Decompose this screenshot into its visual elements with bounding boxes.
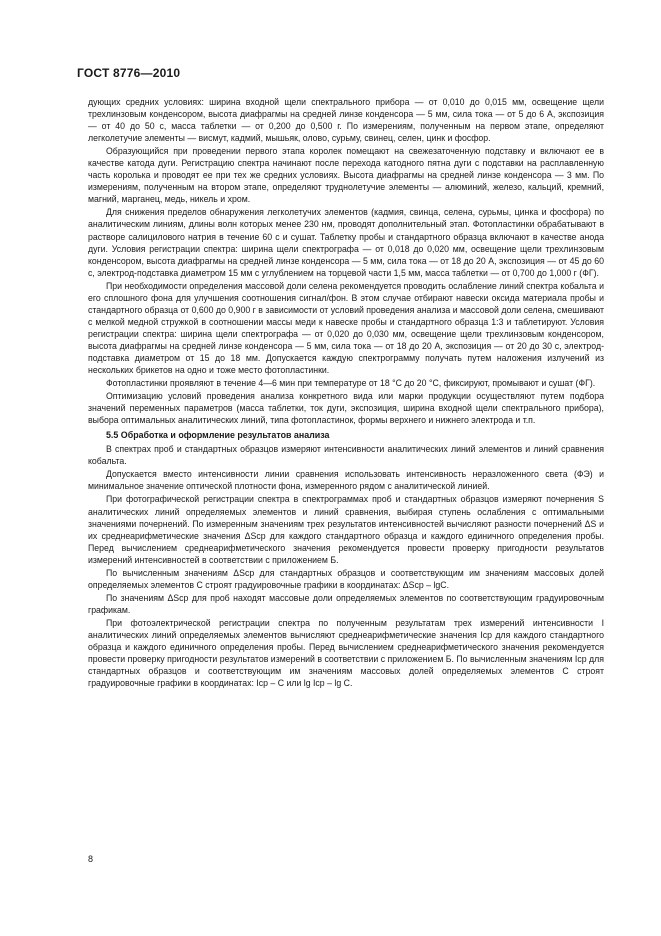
paragraph: При фотографической регистрации спектра в спектрограммах проб и стандартных образцов измеряют почернения S аналитических линий определяемых элементов и линий сравнения, выбирая ступень ослабления с оптимальными значениями почернений. По измеренным значениям трех результатов интенсивностей вычисляют разности почернений ΔS и их среднеарифметические значения ΔSср для каждого стандартного образца и каждого единичного определения пробы. Перед вычислением среднеарифметического значения рекомендуется провести проверку пригодности результатов измерений интенсивностей в соответствии с приложением Б. <box>88 494 604 565</box>
page-number: 8 <box>88 854 94 864</box>
paragraph: По значениям ΔSср для проб находят массовые доли определяемых элементов по соответствующим градуировочным графикам. <box>88 592 604 615</box>
document-body <box>88 96 604 690</box>
paragraph: Допускается вместо интенсивности линии сравнения использовать интенсивность неразложенного света (ФЭ) и минимальное значение оптической плотности фона, измеренного рядом с аналитической линией. <box>88 469 604 492</box>
paragraph: При фотоэлектрической регистрации спектра по полученным результатам трех измерений интенсивности I аналитических линий определяемых элементов вычисляют среднеарифметические значения Iср для каждого стандартного образца и каждого единичного определения пробы. Перед вычислением среднеарифметического значения рекомендуется провести проверку пригодности результатов измерений в соответствии с приложением Б. По вычисленным значениям Iср для стандартных образцов и соответствующим им значениям массовых долей определяемых элементов С строят градуировочные графики в координатах: Iср – С или lg Iср – lg C. <box>88 617 604 689</box>
paragraph: При необходимости определения массовой доли селена рекомендуется проводить ослабление линий спектра кобальта и его сплошного фона для улучшения соотношения сигнал/фон. В этом случае отбирают навески оксида материала пробы и стандартного образца от 0,600 до 0,900 г в зависимости от условий проведения анализа и массовой доли селена, смешивают с мелкой медной стружкой в соотношении массы меди к навеске пробы и стандартного образца 1:3 и таблетируют. Условия регистрации спектра: ширина щели спектрографа — от 0,020 до 0,030 мм, освещение щели трехлинзовым конденсором, высота диафрагмы на средней линзе конденсора — 5 мм, сила тока — от 18 до 20 А, экспозиция — от 20 до 30 с, электрод-подставка диаметром от 15 до 18 мм. Допускается каждую спектрограмму получать путем наложения излучений из нескольких брикетов на одно и тоже место фотопластинки. <box>88 280 605 376</box>
paragraph: дующих средних условиях: ширина входной щели спектрального прибора — от 0,010 до 0,015 мм, освещение щели трехлинзовым конденсором, высота диафрагмы на средней линзе конденсора — 5 мм, сила тока — от 5 до 6 А, экспозиция — от 40 до 50 с, масса таблетки — от 0,200 до 0,500 г. По измерениям, полученным на первом этапе, определяют легколетучие элементы — висмут, кадмий, мышьяк, олово, сурьму, свинец, селен, цинк и фосфор. <box>88 97 604 144</box>
standard-header: ГОСТ 8776—2010 <box>77 66 181 80</box>
paragraph: Фотопластинки проявляют в течение 4—6 мин при температуре от 18 °С до 20 °С, фиксируют, промывают и сушат (ФГ). <box>106 378 596 389</box>
paragraph: Образующийся при проведении первого этапа королек помещают на свежезаточенную подставку и включают ее в качестве катода дуги. Регистрацию спектра начинают после перехода катодного пятна дуги с подставки на расплавленную часть королька и проводят ее при тех же средних условиях. Высота диафрагмы на средней линзе конденсора — 3 мм. По измерениям, полученным на втором этапе, определяют труднолетучие элементы — алюминий, железо, кальций, кремний, магний, марганец, медь, никель и хром. <box>88 146 604 205</box>
paragraph: По вычисленным значениям ΔSср для стандартных образцов и соответствующим им значениям массовых долей определяемых элементов С строят градуировочные графики в координатах: ΔSср – lgC. <box>88 567 604 590</box>
paragraph: Для снижения пределов обнаружения легколетучих элементов (кадмия, свинца, селена, сурьмы, цинка и фосфора) по аналитическим линиям, длины волн которых менее 230 нм, проводят дополнительный этап. Фотопластинки обрабатывают в растворе салицилового натрия в течение 60 с и сушат. Таблетку пробы и стандартного образца включают в качестве анода дуги. Условия регистрации спектра: ширина щели спектрографа — от 0,018 до 0,020 мм, освещение щели трехлинзовым конденсором, высота диафрагмы на средней линзе конденсора — 5 мм, сила тока — от 18 до 20 А, экспозиция — от 45 до 60 с, электрод-подставка диаметром 15 мм с углублением на торцевой части 1,5 мм, масса таблетки — от 0,700 до 1,000 г (ФГ). <box>88 207 604 278</box>
section-heading: 5.5 Обработка и оформление результатов анализа <box>106 430 330 441</box>
paragraph: В спектрах проб и стандартных образцов измеряют интенсивности аналитических линий элементов и линий сравнения кобальта. <box>88 444 604 467</box>
paragraph: Оптимизацию условий проведения анализа конкретного вида или марки продукции осуществляют путем подбора значений переменных параметров (масса таблетки, ток дуги, экспозиция, ширина входной щели спектрального прибора), выбора оптимальных аналитических линий, типа фотопластинок, формы верхнего и нижнего электрода и т.п. <box>88 391 604 426</box>
